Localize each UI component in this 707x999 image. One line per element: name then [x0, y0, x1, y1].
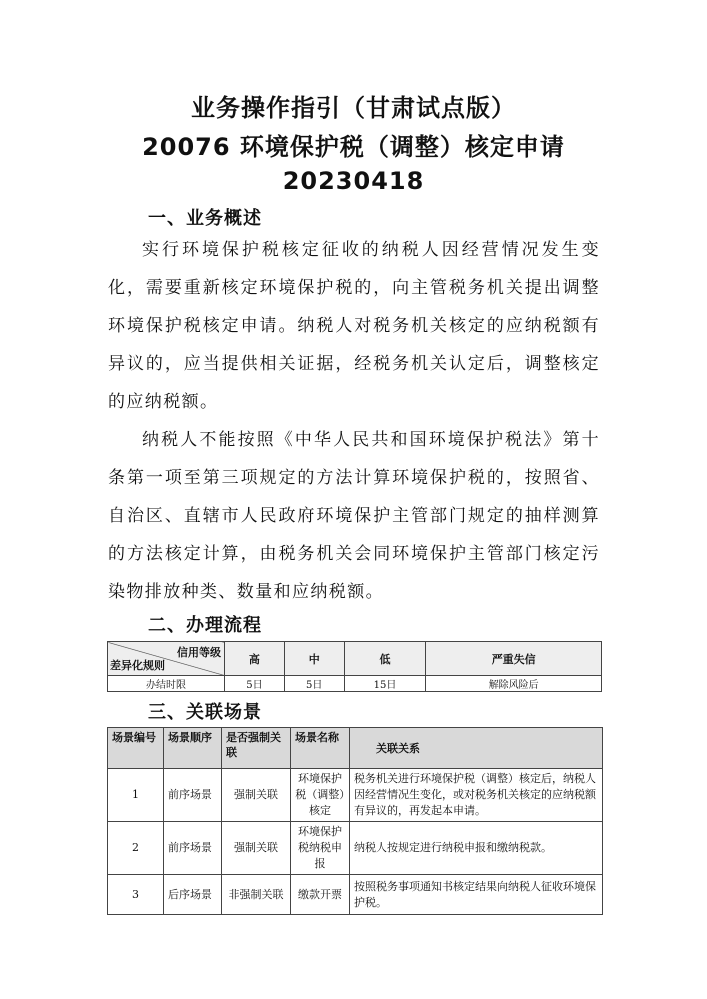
scenario-name: 环境保护税纳税申报 [291, 822, 350, 875]
scenario-number: 1 [108, 769, 164, 822]
table-row [108, 676, 602, 692]
table-row [108, 822, 603, 875]
table-row [108, 769, 603, 822]
doc-title-line3: 20230418 [282, 167, 425, 195]
scenario-order: 后序场景 [164, 875, 222, 915]
section1-paragraph1: 实行环境保护税核定征收的纳税人因经营情况发生变化，需要重新核定环境保护税的，向主管税务机关提出调整环境保护税核定申请。纳税人对税务机关核定的应纳税额有异议的，应当提供相关证据，经税务机关认定后，调整核定的应纳税额。 [108, 240, 600, 412]
section2-heading: 二、办理流程 [148, 615, 262, 636]
scenario-order: 前序场景 [164, 769, 222, 822]
table-cell: 15日 [344, 676, 426, 692]
scenario-forced: 强制关联 [222, 822, 291, 875]
scenario-number: 2 [108, 822, 164, 875]
process-table [107, 641, 602, 692]
column-header: 中 [284, 642, 344, 676]
doc-title-line1: 业务操作指引（甘肃试点版） [191, 94, 516, 122]
scenario-relation: 纳税人按规定进行纳税申报和缴纳税款。 [350, 822, 603, 875]
column-header: 关联关系 [350, 728, 603, 769]
scenario-relation: 税务机关进行环境保护税（调整）核定后，纳税人因经营情况生变化，或对税务机关核定的应纳税额有异议的，再发起本申请。 [350, 769, 603, 822]
column-header: 场景编号 [108, 728, 164, 769]
corner-top-label: 信用等级 [177, 646, 221, 659]
table-cell: 5日 [225, 676, 285, 692]
table-corner-cell [108, 642, 225, 676]
scenario-forced: 非强制关联 [222, 875, 291, 915]
column-header: 低 [344, 642, 426, 676]
scenario-name: 缴款开票 [291, 875, 350, 915]
section1-paragraph2: 纳税人不能按照《中华人民共和国环境保护税法》第十条第一项至第三项规定的方法计算环境保护税的，按照省、自治区、直辖市人民政府环境保护主管部门规定的抽样测算的方法核定计算，由税务机关会同环境保护主管部门核定污染物排放种类、数量和应纳税额。 [108, 430, 600, 602]
table-row [108, 875, 603, 915]
scenario-name: 环境保护税（调整）核定 [291, 769, 350, 822]
corner-bottom-label: 差异化规则 [110, 659, 165, 672]
doc-title-line2: 20076 环境保护税（调整）核定申请 [142, 133, 565, 161]
scenario-forced: 强制关联 [222, 769, 291, 822]
column-header: 严重失信 [426, 642, 602, 676]
column-header: 是否强制关联 [222, 728, 291, 769]
scenario-number: 3 [108, 875, 164, 915]
column-header: 场景顺序 [164, 728, 222, 769]
related-scenarios-table [107, 727, 603, 915]
table-cell: 5日 [284, 676, 344, 692]
section1-heading: 一、业务概述 [148, 208, 262, 229]
row-label: 办结时限 [108, 676, 225, 692]
scenario-order: 前序场景 [164, 822, 222, 875]
section3-heading: 三、关联场景 [148, 702, 262, 723]
table-cell: 解除风险后 [426, 676, 602, 692]
scenario-relation: 按照税务事项通知书核定结果向纳税人征收环境保护税。 [350, 875, 603, 915]
column-header: 高 [225, 642, 285, 676]
column-header: 场景名称 [291, 728, 350, 769]
